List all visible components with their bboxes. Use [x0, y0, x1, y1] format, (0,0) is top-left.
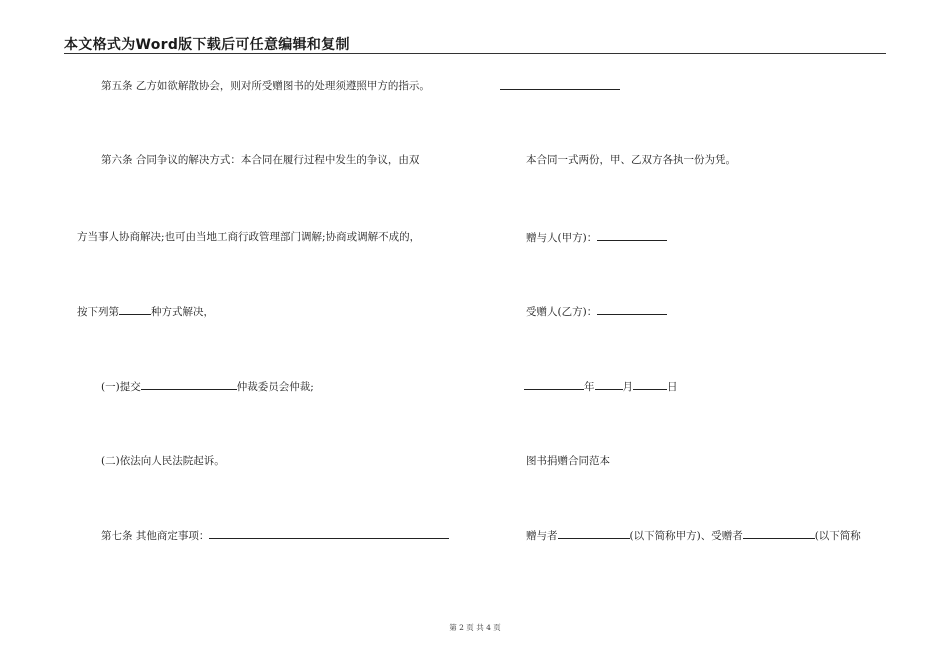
parties-intro-line — [526, 528, 861, 543]
article-5-text: 第五条 乙方如欲解散协会，则对所受赠图书的处理须遵照甲方的指示。 — [101, 80, 430, 92]
page-number-footer: 第 2 页 共 4 页 — [449, 623, 501, 632]
recipient-signature-blank — [597, 304, 667, 315]
option-1-suffix: 仲裁委员会仲裁; — [236, 381, 314, 393]
day-label: 日 — [667, 381, 678, 393]
article-6-line-3 — [77, 304, 214, 319]
header-divider — [64, 53, 886, 54]
donor-intro-label: 赠与者 — [526, 530, 558, 542]
article-6-line-1: 第六条 合同争议的解决方式：本合同在履行过程中发生的争议，由双 — [101, 154, 420, 166]
article-6-line-3-prefix: 按下列第 — [77, 306, 119, 318]
method-number-blank — [119, 304, 151, 315]
template-title: 图书捐赠合同范本 — [526, 455, 610, 467]
recipient-signature-line — [526, 304, 667, 319]
article-6-line-3-suffix: 种方式解决， — [151, 306, 214, 318]
article-5-trailing-blank — [500, 79, 620, 94]
donor-signature-line — [526, 230, 667, 245]
day-blank — [633, 379, 667, 390]
option-2-line: (二)依法向人民法院起诉。 — [101, 455, 225, 467]
recipient-label: 受赠人(乙方)： — [526, 306, 598, 318]
month-blank — [595, 379, 623, 390]
article-7-line — [101, 528, 449, 543]
copies-statement: 本合同一式两份，甲、乙双方各执一份为凭。 — [526, 154, 736, 166]
option-1-line — [101, 379, 314, 394]
recipient-name-blank — [743, 528, 815, 539]
donor-signature-blank — [597, 230, 667, 241]
month-label: 月 — [622, 381, 633, 393]
other-terms-blank — [209, 528, 449, 539]
document-header-title: 本文格式为Word版下载后可任意编辑和复制 — [64, 37, 350, 53]
year-blank — [524, 379, 584, 390]
arbitration-committee-blank — [141, 379, 237, 390]
recipient-intro-label: (以下简称甲方)、受赠者 — [629, 530, 743, 542]
donor-label: 赠与人(甲方)： — [526, 232, 598, 244]
date-line — [524, 379, 678, 394]
year-label: 年 — [584, 381, 595, 393]
article-6-line-2: 方当事人协商解决;也可由当地工商行政管理部门调解;协商或调解不成的， — [77, 231, 421, 243]
option-1-prefix: (一)提交 — [101, 381, 141, 393]
donor-name-blank — [558, 528, 630, 539]
intro-continuation: (以下简称 — [814, 530, 861, 542]
article-7-label: 第七条 其他商定事项： — [101, 530, 210, 542]
